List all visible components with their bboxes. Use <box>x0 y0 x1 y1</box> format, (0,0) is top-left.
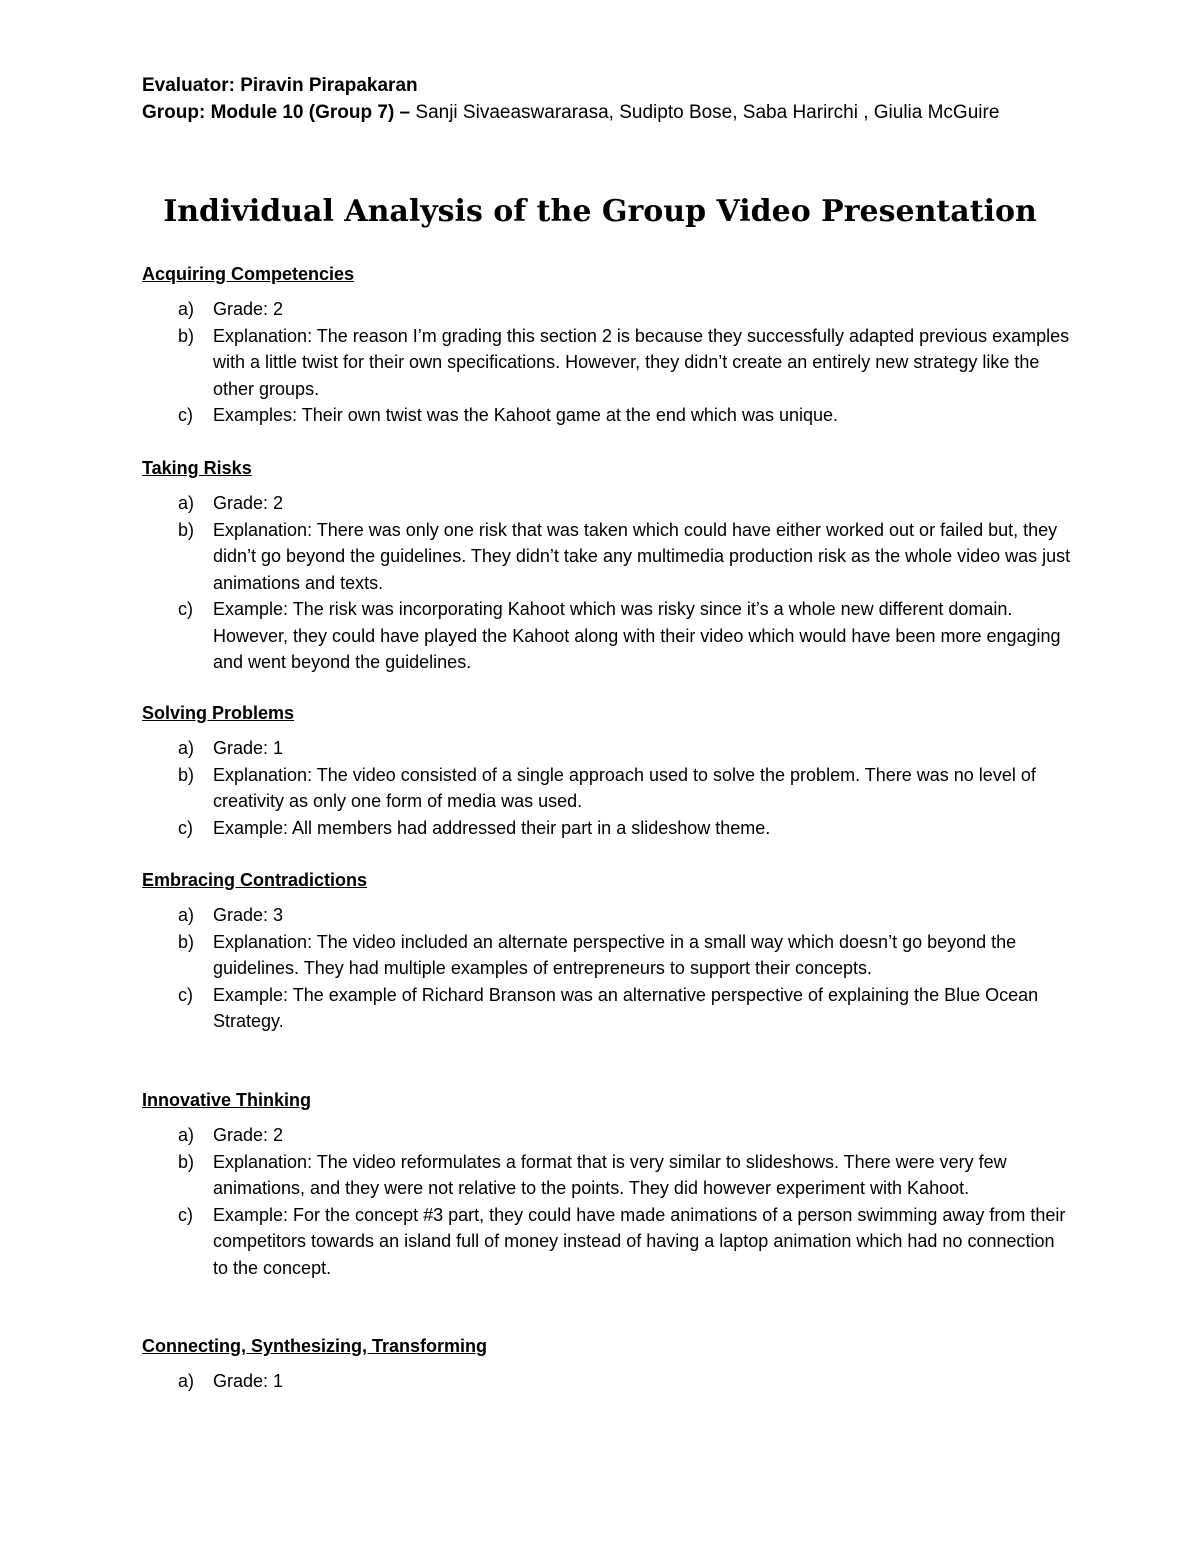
list-item <box>142 490 1072 517</box>
evaluator-line <box>142 72 1002 99</box>
item-list <box>142 902 1072 1035</box>
list-marker: b) <box>178 325 195 346</box>
evaluator-label: Evaluator: Piravin Pirapakaran <box>142 75 418 96</box>
list-item <box>142 323 1072 403</box>
item-text: Grade: 2 <box>213 299 284 319</box>
item-text: Example: The example of Richard Branson was an alternative perspective of explaining the Blue Ocean Strategy. <box>213 984 1039 1031</box>
section-heading: Embracing Contradictions <box>142 870 368 890</box>
list-marker: a) <box>178 299 195 319</box>
list-marker: c) <box>178 817 193 838</box>
section-embracing-contradictions <box>142 868 1072 1035</box>
item-text: Grade: 1 <box>213 738 284 758</box>
section-solving-problems <box>142 701 1072 841</box>
list-item <box>142 1149 1072 1202</box>
item-text: Example: All members had addressed their part in a slideshow theme. <box>213 817 771 838</box>
list-marker: a) <box>178 493 195 513</box>
list-marker: a) <box>178 1371 195 1391</box>
item-text: Example: The risk was incorporating Kahoot which was risky since it’s a whole new different domain. However, they could have played the Kahoot along with their video which would have been more engaging and went beyond the guidelines. <box>213 599 1061 672</box>
item-list <box>142 490 1072 676</box>
item-text: Explanation: The reason I’m grading this section 2 is because they successfully adapted previous examples with a little twist for their own specifications. However, they didn’t create an entirely new strategy like the other groups. <box>213 325 1070 399</box>
item-list <box>142 1122 1072 1281</box>
list-marker: c) <box>178 1204 193 1225</box>
item-list <box>142 1368 1072 1395</box>
list-item <box>142 762 1072 815</box>
list-item <box>142 1368 1072 1395</box>
list-marker: c) <box>178 405 193 425</box>
section-heading: Connecting, Synthesizing, Transforming <box>142 1336 488 1356</box>
item-list <box>142 296 1072 429</box>
item-text: Example: For the concept #3 part, they could have made animations of a person swimming away from their competitors towards an island full of money instead of having a laptop animation which had no connection to the concept. <box>213 1204 1066 1278</box>
section-heading: Innovative Thinking <box>142 1090 312 1110</box>
section-heading: Solving Problems <box>142 703 295 723</box>
list-item <box>142 517 1072 597</box>
item-list <box>142 735 1072 841</box>
list-item <box>142 735 1072 762</box>
list-marker: a) <box>178 905 195 925</box>
list-marker: b) <box>178 764 195 785</box>
section-taking-risks <box>142 456 1072 676</box>
item-text: Grade: 1 <box>213 1371 284 1391</box>
section-heading: Acquiring Competencies <box>142 264 355 284</box>
section-acquiring-competencies <box>142 262 1072 429</box>
list-marker: c) <box>178 984 193 1005</box>
item-text: Explanation: The video included an alternate perspective in a small way which doesn’t go beyond the guidelines. They had multiple examples of entrepreneurs to support their concepts. <box>213 931 1017 978</box>
list-item <box>142 902 1072 929</box>
list-marker: b) <box>178 931 195 952</box>
list-item <box>142 815 1072 842</box>
list-item <box>142 296 1072 323</box>
list-item <box>142 1122 1072 1149</box>
document-title: Individual Analysis of the Group Video Presentation <box>163 194 1037 229</box>
list-item <box>142 982 1072 1035</box>
group-line <box>142 99 1002 126</box>
list-marker: a) <box>178 1125 195 1145</box>
list-marker: b) <box>178 1151 195 1172</box>
item-text: Explanation: The video consisted of a single approach used to solve the problem. There was no level of creativity as only one form of media was used. <box>213 764 1036 811</box>
list-marker: b) <box>178 519 195 540</box>
item-text: Grade: 2 <box>213 493 284 513</box>
list-marker: a) <box>178 738 195 758</box>
list-item <box>142 1202 1072 1282</box>
group-label: Group: Module 10 (Group 7) – <box>142 102 411 123</box>
list-item <box>142 596 1072 676</box>
list-item <box>142 929 1072 982</box>
item-text: Explanation: The video reformulates a format that is very similar to slideshows. There were very few animations, and they were not relative to the points. They did however experiment with Kahoot. <box>213 1151 1007 1198</box>
item-text: Grade: 2 <box>213 1125 284 1145</box>
list-item <box>142 402 1072 429</box>
section-innovative-thinking <box>142 1088 1072 1281</box>
item-text: Explanation: There was only one risk that was taken which could have either worked out or failed but, they didn’t go beyond the guidelines. They didn’t take any multimedia production risk as the whole video was just animations and texts. <box>213 519 1071 593</box>
document-header <box>142 72 1002 126</box>
section-connecting-synthesizing-transforming <box>142 1334 1072 1395</box>
item-text: Grade: 3 <box>213 905 284 925</box>
group-members: Sanji Sivaeaswararasa, Sudipto Bose, Saba Harirchi , Giulia McGuire <box>410 102 1000 123</box>
list-marker: c) <box>178 599 193 619</box>
section-heading: Taking Risks <box>142 458 252 478</box>
item-text: Examples: Their own twist was the Kahoot game at the end which was unique. <box>213 405 839 425</box>
